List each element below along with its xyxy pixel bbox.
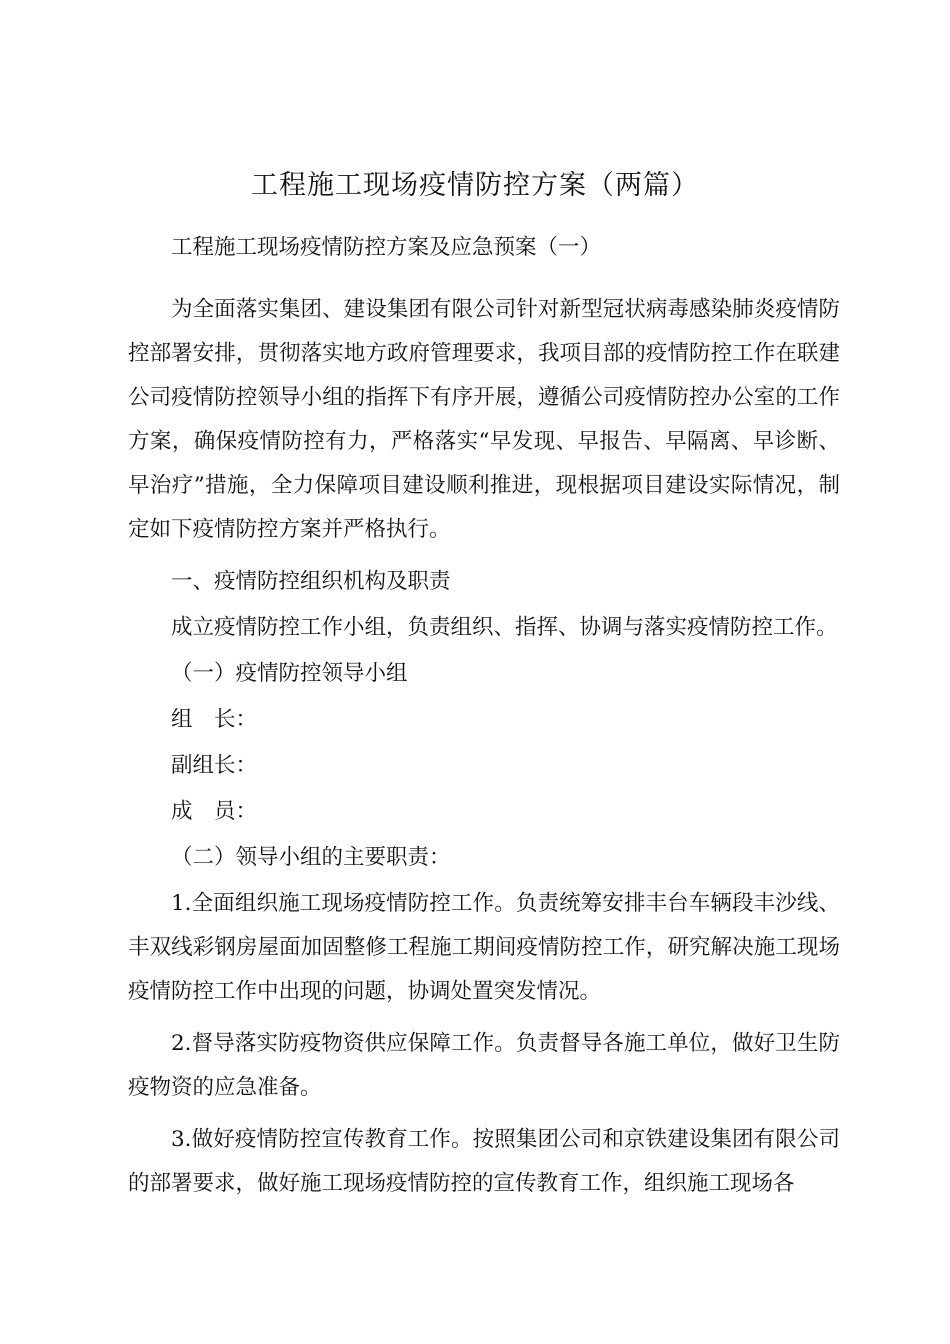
section-paragraph: 成立疫情防控工作小组，负责组织、指挥、协调与落实疫情防控工作。 — [171, 615, 838, 640]
members-line: 成 员： — [171, 799, 258, 824]
duty-item-1: 1.全面组织施工现场疫情防控工作。负责统筹安排丰台车辆段丰沙线、丰双线彩钢房屋面加固整修工程施工期间疫情防控工作，研究解决施工现场疫情防控工作中出现的问题，协调处置突发情况。 — [128, 891, 840, 1004]
team-leader-line: 组 长： — [171, 707, 258, 732]
document-title: 工程施工现场疫情防控方案（两篇） — [251, 170, 699, 201]
deputy-leader-line: 副组长： — [171, 753, 258, 778]
subsection-heading-2: （二）领导小组的主要职责： — [171, 845, 451, 870]
section-heading-1: 一、疫情防控组织机构及职责 — [171, 569, 451, 594]
document-subtitle: 工程施工现场疫情防控方案及应急预案（一） — [171, 235, 602, 260]
subsection-heading-1: （一）疫情防控领导小组 — [171, 661, 408, 686]
duty-item-2: 2.督导落实防疫物资供应保障工作。负责督导各施工单位，做好卫生防疫物资的应急准备。 — [128, 1031, 840, 1100]
intro-paragraph: 为全面落实集团、建设集团有限公司针对新型冠状病毒感染肺炎疫情防控部署安排，贯彻落实地方政府管理要求，我项目部的疫情防控工作在联建公司疫情防控领导小组的指挥下有序开展，遵循公司疫情防控办公室的工作方案，确保疫情防控有力，严格落实“早发现、早报告、早隔离、早诊断、早治疗”措施，全力保障项目建设顺利推进，现根据项目建设实际情况，制定如下疫情防控方案并严格执行。 — [128, 297, 840, 542]
document-body — [128, 226, 840, 1206]
duty-item-3: 3.做好疫情防控宣传教育工作。按照集团公司和京铁建设集团有限公司的部署要求，做好施工现场疫情防控的宣传教育工作，组织施工现场各 — [128, 1127, 840, 1196]
